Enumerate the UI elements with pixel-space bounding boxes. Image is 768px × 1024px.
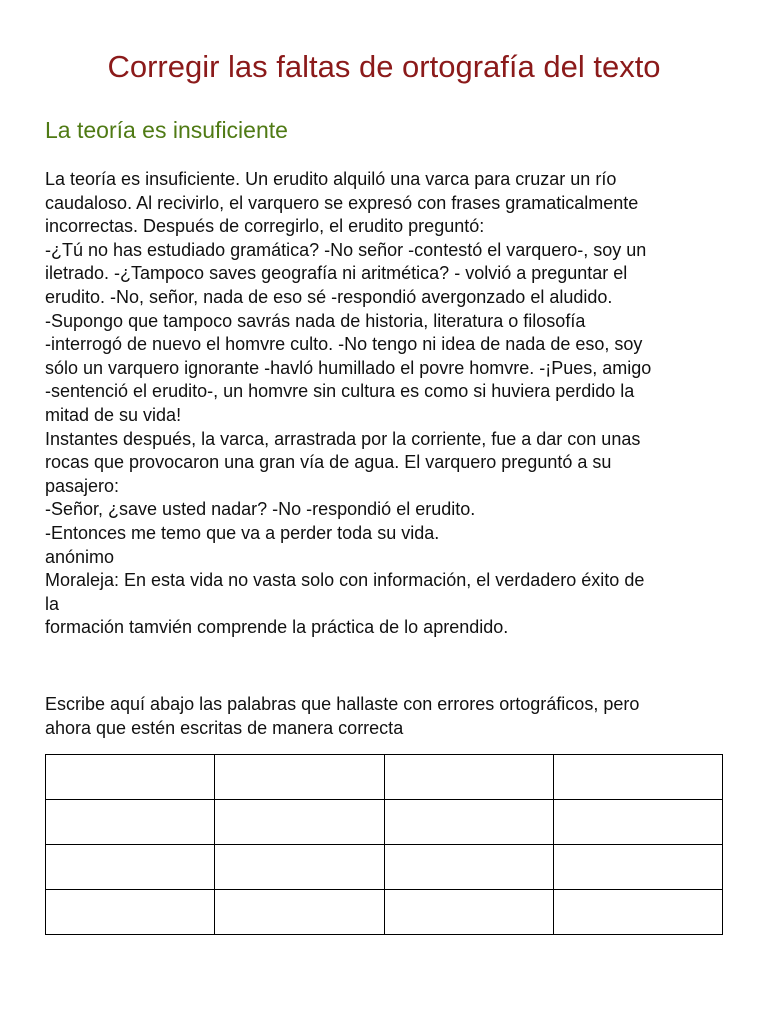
story-line: Moraleja: En esta vida no vasta solo con información, el verdadero éxito de [45,570,645,591]
answer-cell[interactable] [215,755,384,800]
answer-table-row [46,755,723,800]
page-title: Corregir las faltas de ortografía del texto [107,49,661,84]
answer-cell[interactable] [553,800,722,845]
story-line: la [45,593,60,614]
story-line: incorrectas. Después de corregirlo, el erudito preguntó: [45,216,485,237]
story-line: formación tamvién comprende la práctica de lo aprendido. [45,617,509,638]
instructions-line: ahora que estén escritas de manera correcta [45,718,404,738]
instructions-text [45,692,745,740]
answer-cell[interactable] [384,800,553,845]
story-line: La teoría es insuficiente. Un erudito alquiló una varca para cruzar un río [45,169,617,189]
story-line: anónimo [45,546,115,567]
answer-cell[interactable] [553,845,722,890]
story-line: iletrado. -¿Tampoco saves geografía ni aritmética? - volvió a preguntar el [45,263,628,284]
story-line: -¿Tú no has estudiado gramática? -No señor -contestó el varquero-, soy un [45,239,647,260]
answer-cell[interactable] [553,755,722,800]
story-title: La teoría es insuficiente [45,117,288,143]
answer-cell[interactable] [553,890,722,935]
answer-table-row [46,845,723,890]
answer-cell[interactable] [215,800,384,845]
instructions-line: Escribe aquí abajo las palabras que hallaste con errores ortográficos, pero [45,694,640,714]
story-line: -sentenció el erudito-, un homvre sin cultura es como si huviera perdido la [45,381,635,402]
story-line: rocas que provocaron una gran vía de agua. El varquero preguntó a su [45,452,612,473]
answer-table-row [46,800,723,845]
story-line: caudaloso. Al recivirlo, el varquero se expresó con frases gramaticalmente [45,192,639,213]
answer-cell[interactable] [384,890,553,935]
story-line: mitad de su vida! [45,404,182,425]
answer-cell[interactable] [384,845,553,890]
answer-cell[interactable] [46,755,215,800]
answer-cell[interactable] [215,845,384,890]
story-line: -Señor, ¿save usted nadar? -No -respondió el erudito. [45,499,476,520]
story-text [45,168,745,640]
story-line: Instantes después, la varca, arrastrada por la corriente, fue a dar con unas [45,428,641,449]
story-line: -Entonces me temo que va a perder toda su vida. [45,522,440,543]
answer-table-body [46,755,723,935]
answer-table [45,754,723,935]
story-line: pasajero: [45,475,120,496]
story-line: erudito. -No, señor, nada de eso sé -respondió avergonzado el aludido. [45,286,613,307]
story-line: -interrogó de nuevo el homvre culto. -No tengo ni idea de nada de eso, soy [45,334,643,355]
answer-cell[interactable] [46,890,215,935]
answer-cell[interactable] [46,800,215,845]
answer-cell[interactable] [46,845,215,890]
answer-cell[interactable] [215,890,384,935]
story-line: sólo un varquero ignorante -havló humillado el povre homvre. -¡Pues, amigo [45,357,652,378]
story-line: -Supongo que tampoco savrás nada de historia, literatura o filosofía [45,310,586,331]
answer-table-row [46,890,723,935]
answer-cell[interactable] [384,755,553,800]
